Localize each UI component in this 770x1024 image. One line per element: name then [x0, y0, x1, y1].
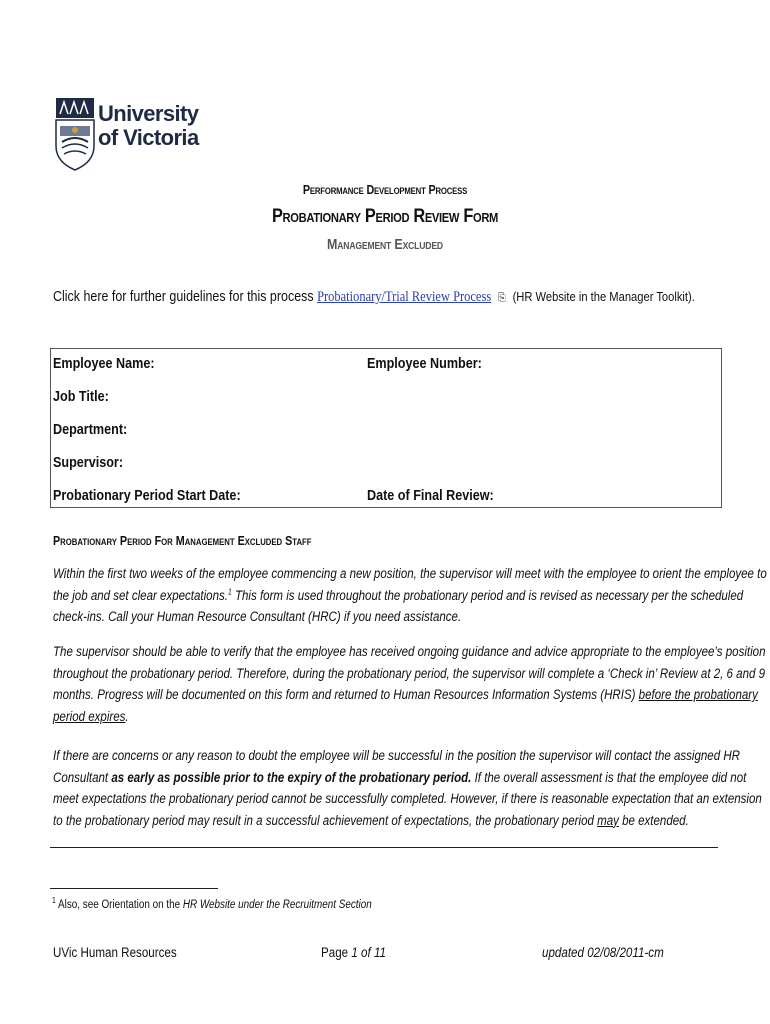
p3-line-3: meet expectations the probationary period cannot be successfully completed. However, if there is reasonable expectation that an extension — [53, 791, 762, 806]
p1-line-1: Within the first two weeks of the employee commencing a new position, the supervisor will meet with the employee to orient the employee to — [53, 566, 767, 581]
footnote-text-a: Also, see Orientation on the — [55, 899, 183, 911]
p1-line-3: check-ins. Call your Human Resource Consultant (HRC) if you need assistance. — [53, 609, 462, 624]
footer-left: UVic Human Resources — [53, 945, 177, 960]
department-label: Department: — [53, 421, 128, 438]
page-of: of — [357, 945, 374, 960]
section-divider — [50, 847, 718, 848]
guidelines-prefix: Click here for further guidelines for this process — [53, 289, 314, 305]
page-current: 1 — [351, 945, 358, 960]
employee-name-label: Employee Name: — [53, 355, 155, 372]
supervisor-label: Supervisor: — [53, 454, 124, 471]
p3-line-1: If there are concerns or any reason to doubt the employee will be successful in the position the supervisor will contact the assigned HR — [53, 748, 740, 763]
p2-line-3 — [53, 684, 758, 706]
p2-line-4 — [53, 706, 719, 728]
footnote-text-b: HR Website under the Recruitment Section — [182, 899, 372, 911]
p1-line-2a: the job and set clear expectations. — [53, 587, 228, 603]
p3-line-2a: Consultant — [53, 769, 112, 785]
p3-line-4-underline: may — [597, 812, 619, 828]
p2-line-2: throughout the probationary period. Therefore, during the probationary period, the supervisor will complete a ‘Check in’ Review at 2, 6 and 9 — [53, 665, 766, 681]
p3-line-2 — [53, 767, 747, 789]
p1-line-2b: This form is used throughout the probationary period and is revised as necessary per the scheduled — [231, 587, 744, 603]
p1-line-2 — [53, 585, 744, 607]
start-date-label: Probationary Period Start Date: — [53, 487, 241, 504]
paragraph-check-in — [53, 641, 766, 727]
guidelines-suffix: (HR Website in the Manager Toolkit). — [512, 289, 695, 304]
footnote-ref: 1 — [227, 587, 232, 596]
footer-updated: updated 02/08/2011-cm — [542, 945, 664, 960]
p3-line-4 — [53, 810, 719, 832]
section-heading: Probationary Period For Management Excluded Staff — [53, 534, 312, 548]
logo-line-1: University — [98, 101, 199, 126]
p2-line-4-underline: period expires — [53, 708, 126, 724]
page-total: 11 — [373, 945, 386, 960]
footnote — [52, 896, 372, 911]
paragraph-orientation — [53, 563, 767, 628]
employee-number-label: Employee Number: — [367, 355, 482, 372]
review-process-link[interactable]: Probationary/Trial Review Process — [317, 289, 492, 305]
employee-info-box — [50, 348, 722, 508]
page-prefix: Page — [321, 945, 352, 960]
final-review-date-label: Date of Final Review: — [367, 487, 494, 504]
p2-line-3a: months. Progress will be documented on this form and returned to Human Resources Information Systems (HRIS) — [53, 687, 639, 702]
footnote-divider — [50, 888, 218, 889]
p2-line-3-underline: before the probationary — [638, 687, 758, 702]
guidelines-line — [53, 289, 695, 306]
form-title: Probationary Period Review Form — [271, 206, 499, 227]
external-link-icon[interactable]: ⎘ — [498, 292, 506, 304]
logo-line-2: of Victoria — [98, 125, 199, 150]
p2-line-1: The supervisor should be able to verify that the employee has received ongoing guidance and advice appropriate to the employee’s position — [53, 644, 766, 659]
p3-line-2-bold: as early as possible prior to the expiry of the probationary period. — [111, 769, 472, 785]
p3-line-4a: to the probationary period may result in a successful achievement of expectations, the probationary period — [53, 812, 598, 828]
page-number — [321, 945, 386, 960]
p3-line-4b: be extended. — [618, 812, 689, 828]
footnote-number: 1 — [52, 896, 56, 906]
paragraph-concerns — [53, 745, 762, 831]
p2-line-4b: . — [125, 708, 129, 724]
logo-wordmark — [98, 102, 199, 150]
p3-line-2c: If the overall assessment is that the employee did not — [471, 769, 747, 785]
process-title: Performance Development Process — [302, 183, 468, 197]
job-title-label: Job Title: — [53, 388, 109, 405]
form-subtitle: Management Excluded — [327, 237, 443, 253]
